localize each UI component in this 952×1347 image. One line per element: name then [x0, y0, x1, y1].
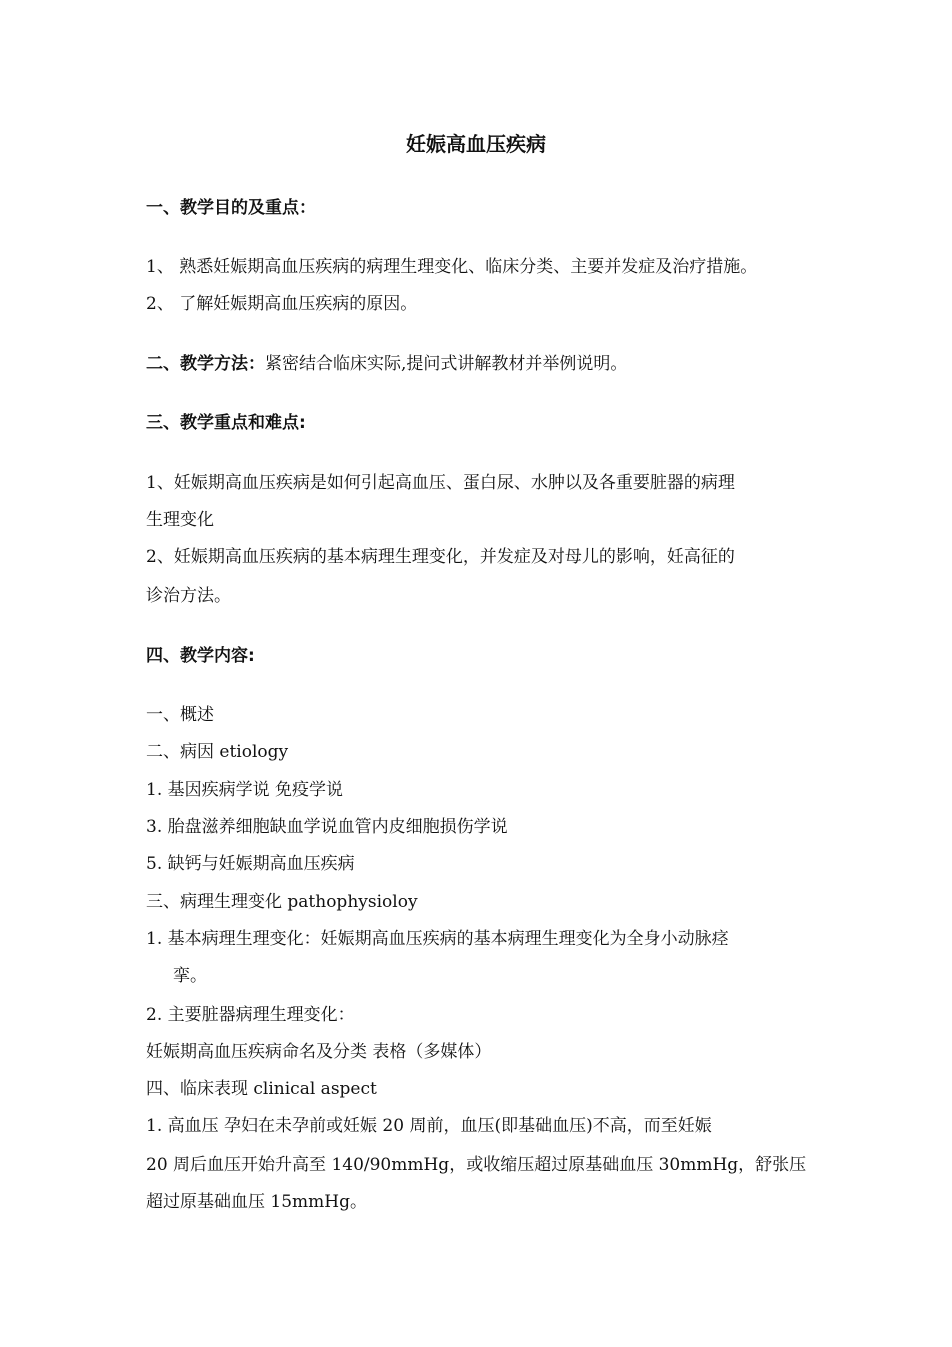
- content-line: 超过原基础血压 15mmHg。: [146, 1192, 367, 1212]
- content-line: 一、概述: [146, 705, 214, 725]
- document-title: 妊娠高血压疾病: [406, 132, 546, 156]
- section-2-heading: 二、教学方法：: [146, 354, 265, 374]
- section-1-item-1: 1、 熟悉妊娠期高血压疾病的病理生理变化、临床分类、主要并发症及治疗措施。: [146, 257, 758, 277]
- content-line: 1. 高血压 孕妇在未孕前或妊娠 20 周前，血压(即基础血压)不高，而至妊娠: [146, 1116, 712, 1136]
- content-line: 四、临床表现 clinical aspect: [146, 1079, 377, 1099]
- content-line: 1. 基因疾病学说 免疫学说: [146, 780, 344, 800]
- section-4-heading: 四、教学内容:: [146, 646, 255, 666]
- content-line: 二、病因 etiology: [146, 742, 289, 762]
- section-1-item-2: 2、 了解妊娠期高血压疾病的原因。: [146, 294, 418, 314]
- section-2-paragraph: [146, 353, 627, 375]
- content-line: 5. 缺钙与妊娠期高血压疾病: [146, 854, 355, 874]
- section-3-item-2-line-2: 诊治方法。: [146, 586, 231, 606]
- section-3-heading: 三、教学重点和难点:: [146, 413, 306, 433]
- section-3-item-2-line-1: 2、妊娠期高血压疾病的基本病理生理变化，并发症及对母儿的影响，妊高征的: [146, 547, 735, 567]
- section-3-item-1-line-1: 1、妊娠期高血压疾病是如何引起高血压、蛋白尿、水肿以及各重要脏器的病理: [146, 473, 735, 493]
- content-line: 2. 主要脏器病理生理变化：: [146, 1005, 355, 1025]
- content-line: 1. 基本病理生理变化：妊娠期高血压疾病的基本病理生理变化为全身小动脉痉: [146, 929, 729, 949]
- content-line: 三、病理生理变化 pathophysioloy: [146, 892, 418, 912]
- content-line: 挛。: [173, 966, 207, 986]
- content-line: 20 周后血压开始升高至 140/90mmHg，或收缩压超过原基础血压 30mmHg，舒张压: [146, 1155, 807, 1175]
- section-1-heading: 一、教学目的及重点：: [146, 198, 316, 218]
- content-line: 妊娠期高血压疾病命名及分类 表格（多媒体）: [146, 1042, 492, 1062]
- content-line: 3. 胎盘滋养细胞缺血学说血管内皮细胞损伤学说: [146, 817, 508, 837]
- section-3-item-1-line-2: 生理变化: [146, 510, 214, 530]
- section-2-text: 紧密结合临床实际,提问式讲解教材并举例说明。: [265, 354, 628, 374]
